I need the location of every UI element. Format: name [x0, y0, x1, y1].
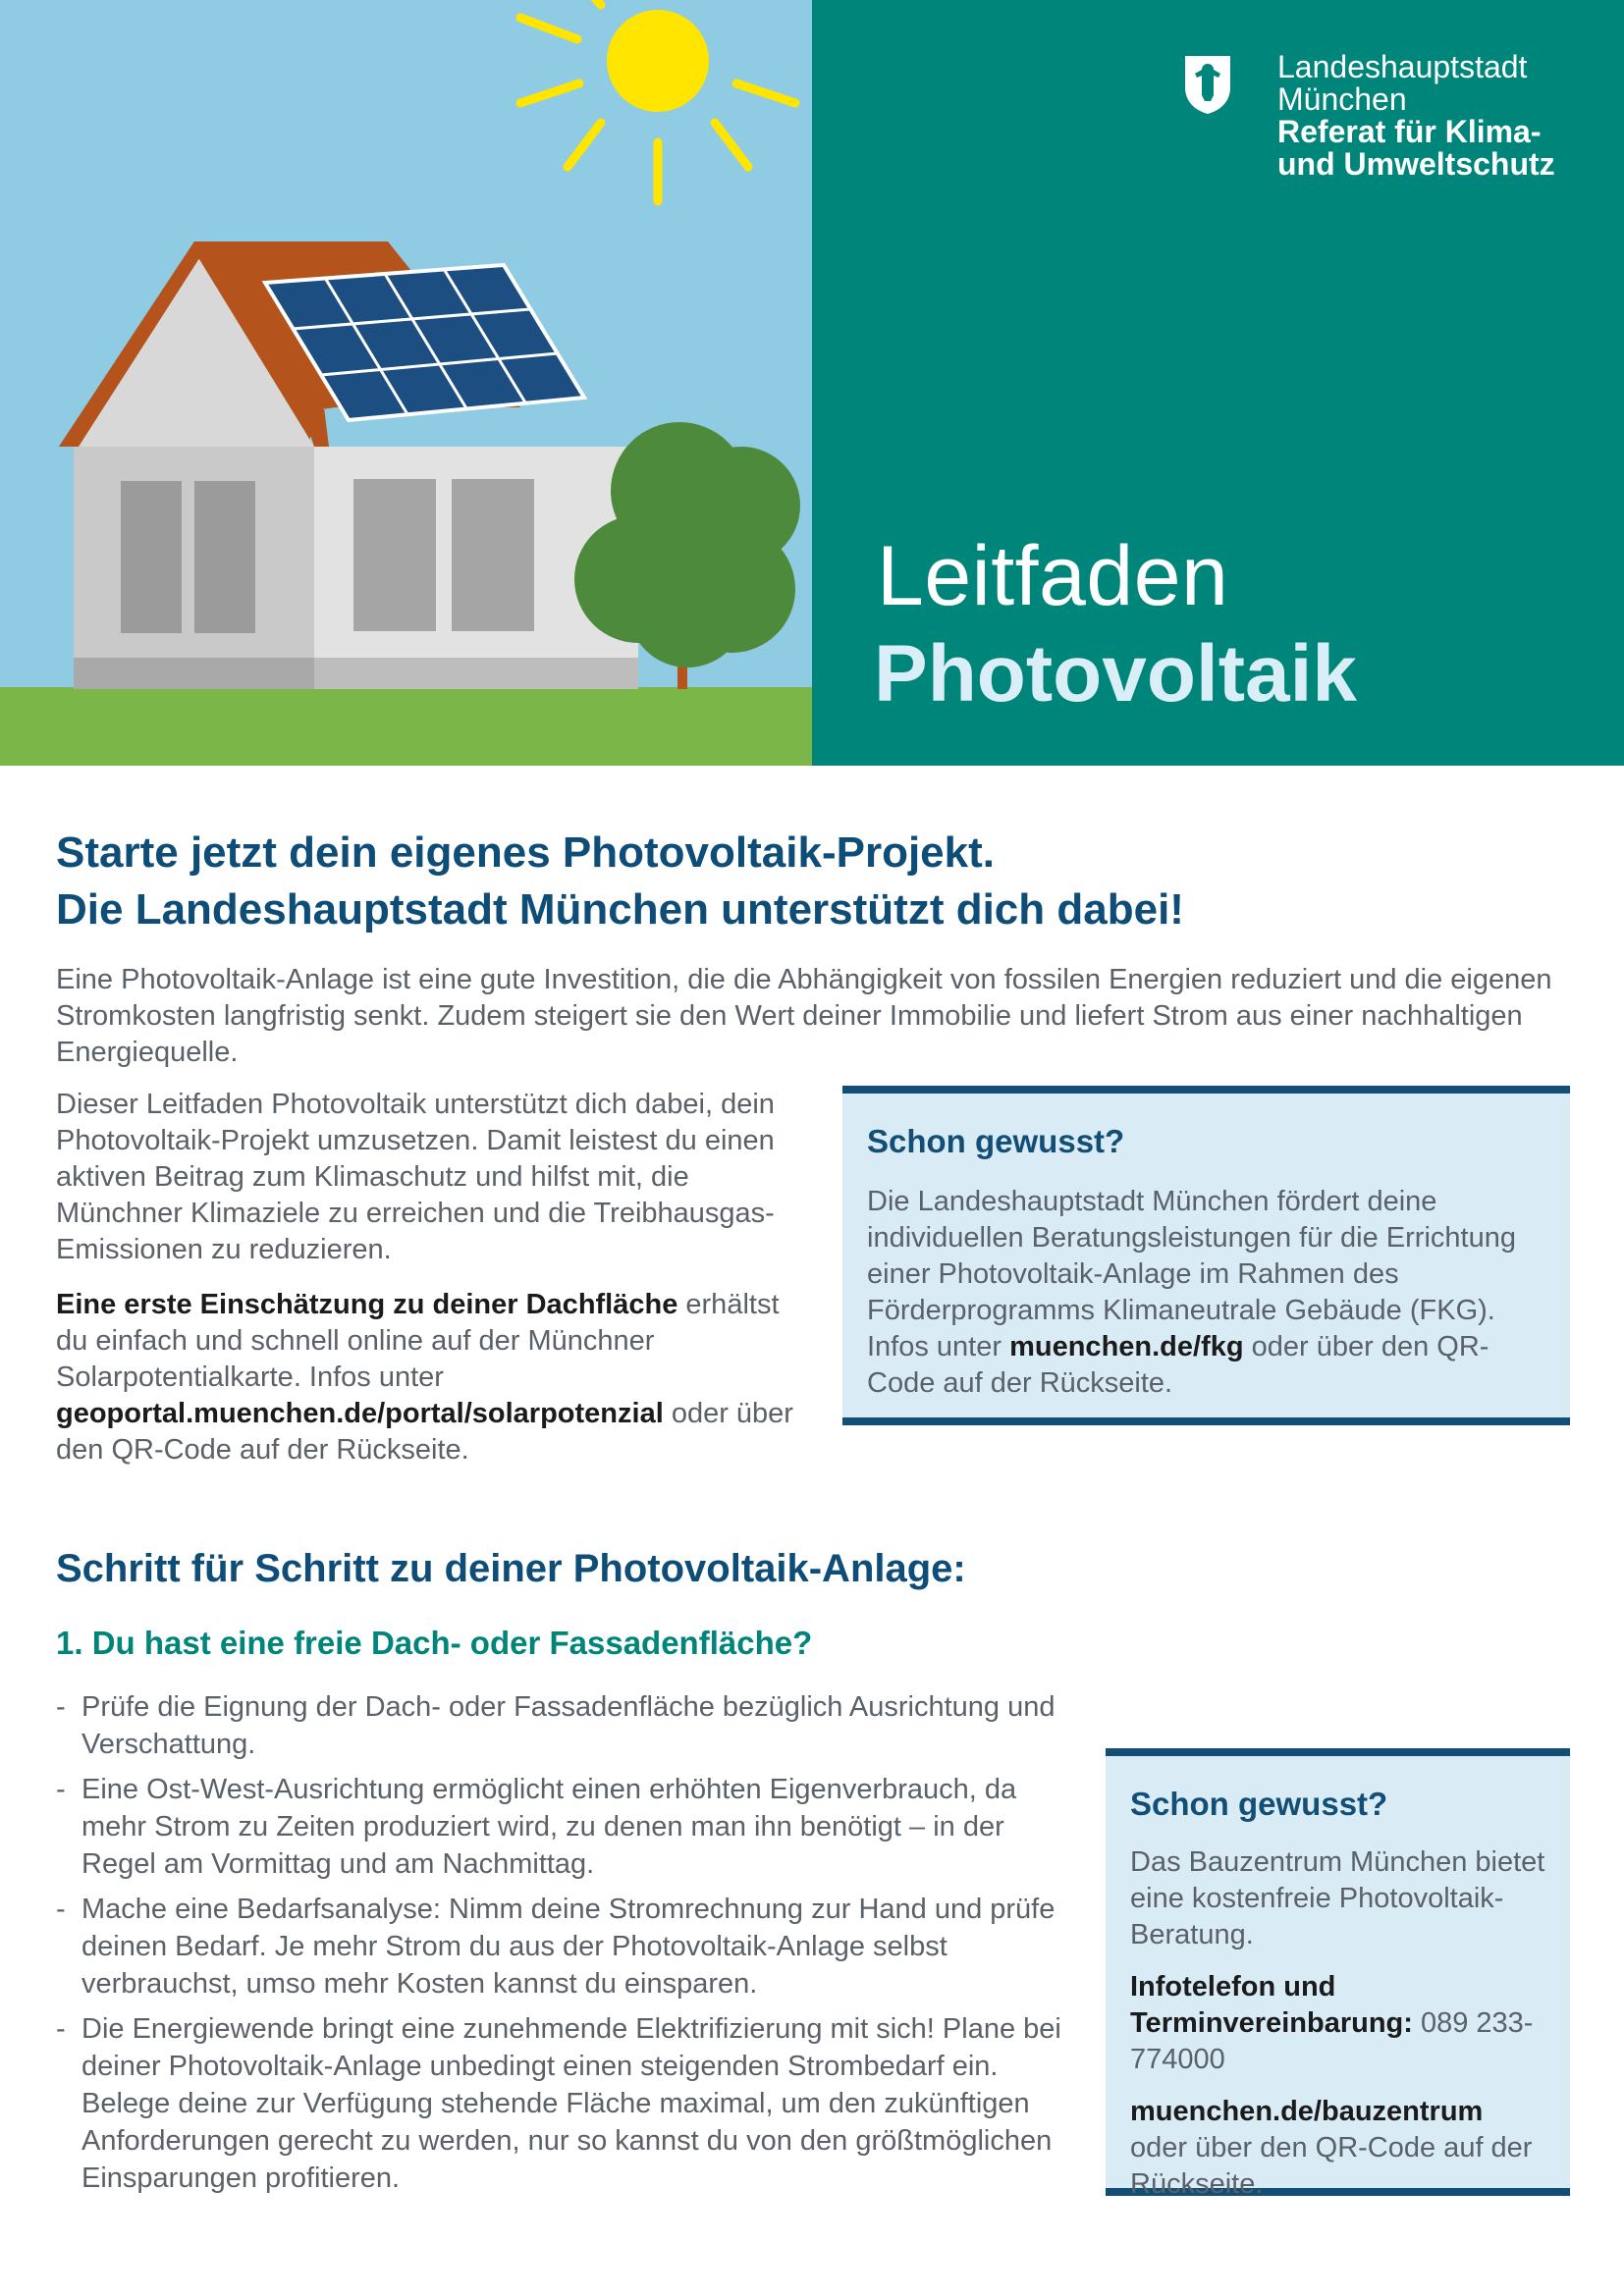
guide-paragraph: Dieser Leitfaden Photovoltaik unterstützt dich dabei, dein Photovoltaik-Projekt umzusetzen. Damit leistest du einen aktiven Beitrag zum Klimaschutz und hilfst mit, die Münchner Klimaziele zu erreichen und die Treibhausgas-Emissionen zu reduzieren.	[56, 1089, 775, 1265]
list-item: - Prüfe die Eignung der Dach- oder Fassadenfläche bezüglich Ausrichtung und Verschattung.	[56, 1688, 1067, 1763]
info-box-bauzentrum	[1106, 1748, 1570, 2200]
org-name-line2: München	[1277, 81, 1407, 117]
phone-label: Infotelefon und Terminvereinbarung:	[1130, 1971, 1413, 2039]
list-item: - Die Energiewende bringt eine zunehmende Elektrifizierung mit sich! Plane bei deiner Photovoltaik-Anlage unbedingt einen steigenden Strombedarf ein. Belege deine zur Verfügung stehende Fläche maximal, um den zukünftigen Anforderungen gerecht zu werden, nur so kannst du von den größtmöglichen Einsparungen profitieren.	[56, 2010, 1067, 2197]
bauzentrum-text: Das Bauzentrum München bietet eine kostenfreie Photovoltaik-Beratung.	[1130, 1846, 1545, 1950]
department-line2: und Umweltschutz	[1277, 146, 1555, 182]
list-item: - Eine Ost-West-Ausrichtung ermöglicht einen erhöhten Eigenverbrauch, da mehr Strom zu Zeiten produziert wird, zu denen man ihn benötigt – in der Regel am Vormittag und am Nachmittag.	[56, 1771, 1067, 1883]
step1-title: 1. Du hast eine freie Dach- oder Fassadenfläche?	[56, 1625, 813, 1661]
bauzentrum-link-paragraph	[1130, 2094, 1550, 2203]
roof-assessment-end: oder über den QR-Code auf der Rückseite.	[56, 1398, 793, 1466]
org-name-line1: Landeshauptstadt	[1277, 49, 1528, 84]
bauzentrum-link[interactable]: muenchen.de/bauzentrum	[1130, 2096, 1484, 2127]
bauzentrum-link-end: oder über den QR-Code auf der Rückseite.	[1130, 2132, 1533, 2200]
list-item: - Mache eine Bedarfsanalyse: Nimm deine Stromrechnung zur Hand und prüfe deinen Bedarf. Je mehr Strom du aus der Photovoltaik-Anlage selbst verbrauchst, umso mehr Kosten kannst du einsparen.	[56, 1891, 1067, 2002]
step1-list	[56, 1688, 1067, 2205]
fkg-link[interactable]: muenchen.de/fkg	[1009, 1331, 1244, 1362]
roof-assessment-paragraph	[56, 1287, 812, 1468]
headline-line2: Die Landeshauptstadt München unterstützt dich dabei!	[56, 885, 1184, 934]
intro-paragraph: Eine Photovoltaik-Anlage ist eine gute Investition, die die Abhängigkeit von fossilen Energien reduziert und die eigenen Stromkosten langfristig senkt. Zudem steigert sie den Wert deiner Immobilie und liefert Strom aus einer nachhaltigen Energiequelle.	[56, 964, 1552, 1068]
munich-crest-icon	[1183, 54, 1232, 115]
grass	[0, 687, 812, 766]
solar-map-link[interactable]: geoportal.muenchen.de/portal/solarpotenzial	[56, 1398, 664, 1429]
hero-illustration	[0, 0, 812, 766]
title-leitfaden: Leitfaden	[877, 529, 1229, 623]
info-box-funding-title: Schon gewusst?	[867, 1123, 1125, 1159]
headline-line1: Starte jetzt dein eigenes Photovoltaik-Projekt.	[56, 828, 995, 877]
phone-number[interactable]: 089 233-774000	[1130, 2007, 1534, 2075]
funding-text-end: oder über den QR-Code auf der Rückseite.	[867, 1331, 1489, 1399]
steps-heading: Schritt für Schritt zu deiner Photovoltaik-Anlage:	[56, 1547, 966, 1590]
intro-headline	[56, 825, 1588, 938]
city-logo	[1183, 51, 1596, 188]
roof-assessment-text: erhältst du einfach und schnell online auf der Münchner Solarpotentialkarte. Infos unter	[56, 1289, 780, 1393]
department-line1: Referat für Klima-	[1277, 114, 1542, 149]
roof-assessment-bold: Eine erste Einschätzung zu deiner Dachfläche	[56, 1289, 678, 1320]
bauzentrum-phone	[1130, 1969, 1550, 2078]
info-box-funding	[842, 1086, 1570, 1425]
funding-text: Die Landeshauptstadt München fördert deine individuellen Beratungsleistungen für die Errichtung einer Photovoltaik-Anlage im Rahmen des Förderprogramms Klimaneutrale Gebäude (FKG). Infos unter	[867, 1186, 1516, 1362]
title-photovoltaik: Photovoltaik	[874, 629, 1358, 719]
info-box-funding-text	[867, 1184, 1544, 1402]
sun-icon	[520, 0, 795, 201]
info-box-bauzentrum-title: Schon gewusst?	[1130, 1786, 1388, 1822]
